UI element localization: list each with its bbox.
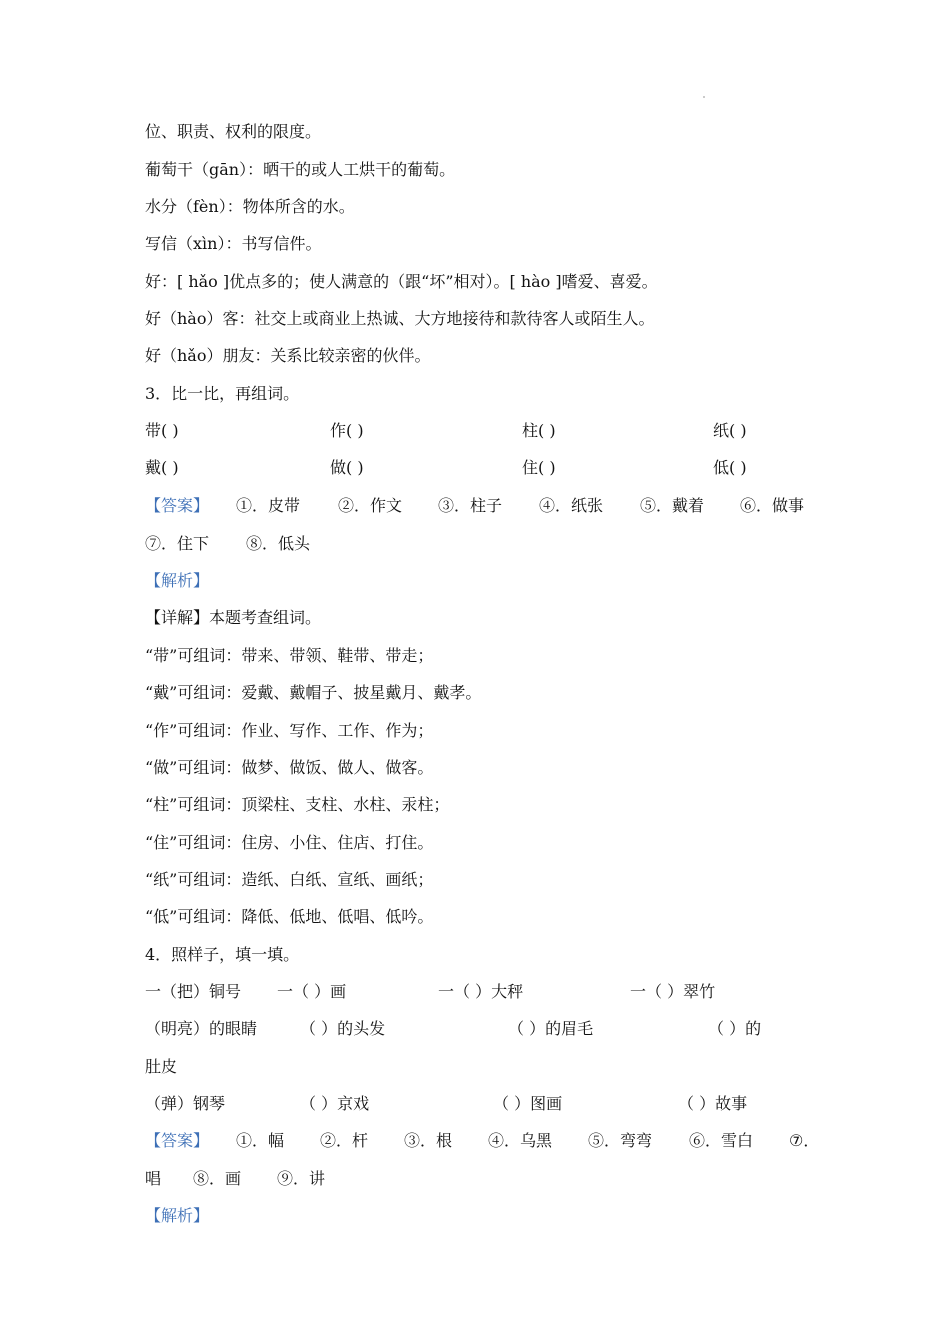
answer-item: ⑥．做事 [740,496,805,515]
q3-row-2 [0,457,950,479]
answer-item: ②．杆 [320,1131,369,1150]
q4-row-2-cont: 肚皮 [145,1057,178,1076]
answer-item: ⑧．低头 [246,534,311,553]
q4-cell: （ ）的头发 [300,1019,386,1038]
answer-item: ⑤．弯弯 [588,1131,653,1150]
q3-answer-line-2 [0,533,950,555]
text-line: 水分（fèn）：物体所含的水。 [145,197,355,216]
word-line: “柱”可组词：顶梁柱、支柱、水柱、汞柱； [145,795,450,814]
word-line: “低”可组词：降低、低地、低唱、低吟。 [145,907,434,926]
word-line: “住”可组词：住房、小住、住店、打住。 [145,833,434,852]
q4-cell: 一（ ）画 [277,982,347,1001]
analysis-tag: 【解析】 [145,571,210,590]
q3-cell: 带( ) [145,421,179,440]
text-line: 葡萄干（gān）：晒干的或人工烘干的葡萄。 [145,160,456,179]
text-line: 位、职责、权利的限度。 [145,122,322,141]
q4-answer-line-2 [0,1168,950,1190]
answer-item: ⑤．戴着 [640,496,705,515]
q3-cell: 作( ) [330,421,364,440]
answer-item: ⑥．雪白 [689,1131,754,1150]
q4-answer-line [0,1130,950,1152]
answer-tag: 【答案】 [145,1131,210,1150]
text-line: 好：[ hǎo ]优点多的；使人满意的（跟“坏”相对）。[ hào ]嗜爱、喜爱。 [145,272,658,291]
word-line: “作”可组词：作业、写作、工作、作为； [145,721,434,740]
q4-cell: （ ）图画 [493,1094,563,1113]
q4-cell: 一（把）铜号 [145,982,242,1001]
answer-item: ④．纸张 [539,496,604,515]
answer-item: ⑦．住下 [145,534,210,553]
q3-cell: 住( ) [522,458,556,477]
q4-cell: （ ）京戏 [300,1094,370,1113]
answer-item: ①．幅 [236,1131,285,1150]
q4-row-1 [0,981,950,1003]
answer-item: ①．皮带 [236,496,301,515]
q4-cell: （ ）的 [708,1019,762,1038]
answer-item: ⑧．画 [193,1169,242,1188]
answer-item: ③．根 [404,1131,453,1150]
text-line: 好（hǎo）朋友：关系比较亲密的伙伴。 [145,346,431,365]
q4-row-2 [0,1018,950,1040]
text-line: 好（hào）客：社交上或商业上热诚、大方地接待和款待客人或陌生人。 [145,309,655,328]
answer-item: ⑦． [789,1131,820,1150]
answer-item: ④．乌黑 [488,1131,553,1150]
answer-tag: 【答案】 [145,496,210,515]
q3-cell: 做( ) [330,458,364,477]
answer-item: ⑨．讲 [277,1169,326,1188]
question-4-title: 4．照样子，填一填。 [145,945,300,964]
answer-item: ③．柱子 [438,496,503,515]
detail-line: 【详解】本题考查组词。 [145,608,322,627]
q4-cell: （ ）故事 [678,1094,748,1113]
answer-item: ②．作文 [338,496,403,515]
answer-item: 唱 [145,1169,162,1188]
q3-row-1 [0,420,950,442]
scan-dot [703,96,705,98]
q4-cell: 一（ ）翠竹 [630,982,716,1001]
q3-answer-line [0,495,950,517]
analysis-tag: 【解析】 [145,1206,210,1225]
word-line: “戴”可组词：爱戴、戴帽子、披星戴月、戴孝。 [145,683,482,702]
q4-cell: （明亮）的眼睛 [145,1019,258,1038]
text-line: 写信（xìn）：书写信件。 [145,234,322,253]
q4-cell: （ ）的眉毛 [508,1019,594,1038]
q3-cell: 柱( ) [522,421,556,440]
word-line: “带”可组词：带来、带领、鞋带、带走； [145,646,434,665]
q3-cell: 纸( ) [713,421,747,440]
question-3-title: 3．比一比，再组词。 [145,384,300,403]
q4-row-3 [0,1093,950,1115]
q3-cell: 戴( ) [145,458,179,477]
q4-cell: （弹）钢琴 [145,1094,226,1113]
word-line: “纸”可组词：造纸、白纸、宣纸、画纸； [145,870,434,889]
word-line: “做”可组词：做梦、做饭、做人、做客。 [145,758,434,777]
q3-cell: 低( ) [713,458,747,477]
q4-cell: 一（ ）大秤 [438,982,524,1001]
